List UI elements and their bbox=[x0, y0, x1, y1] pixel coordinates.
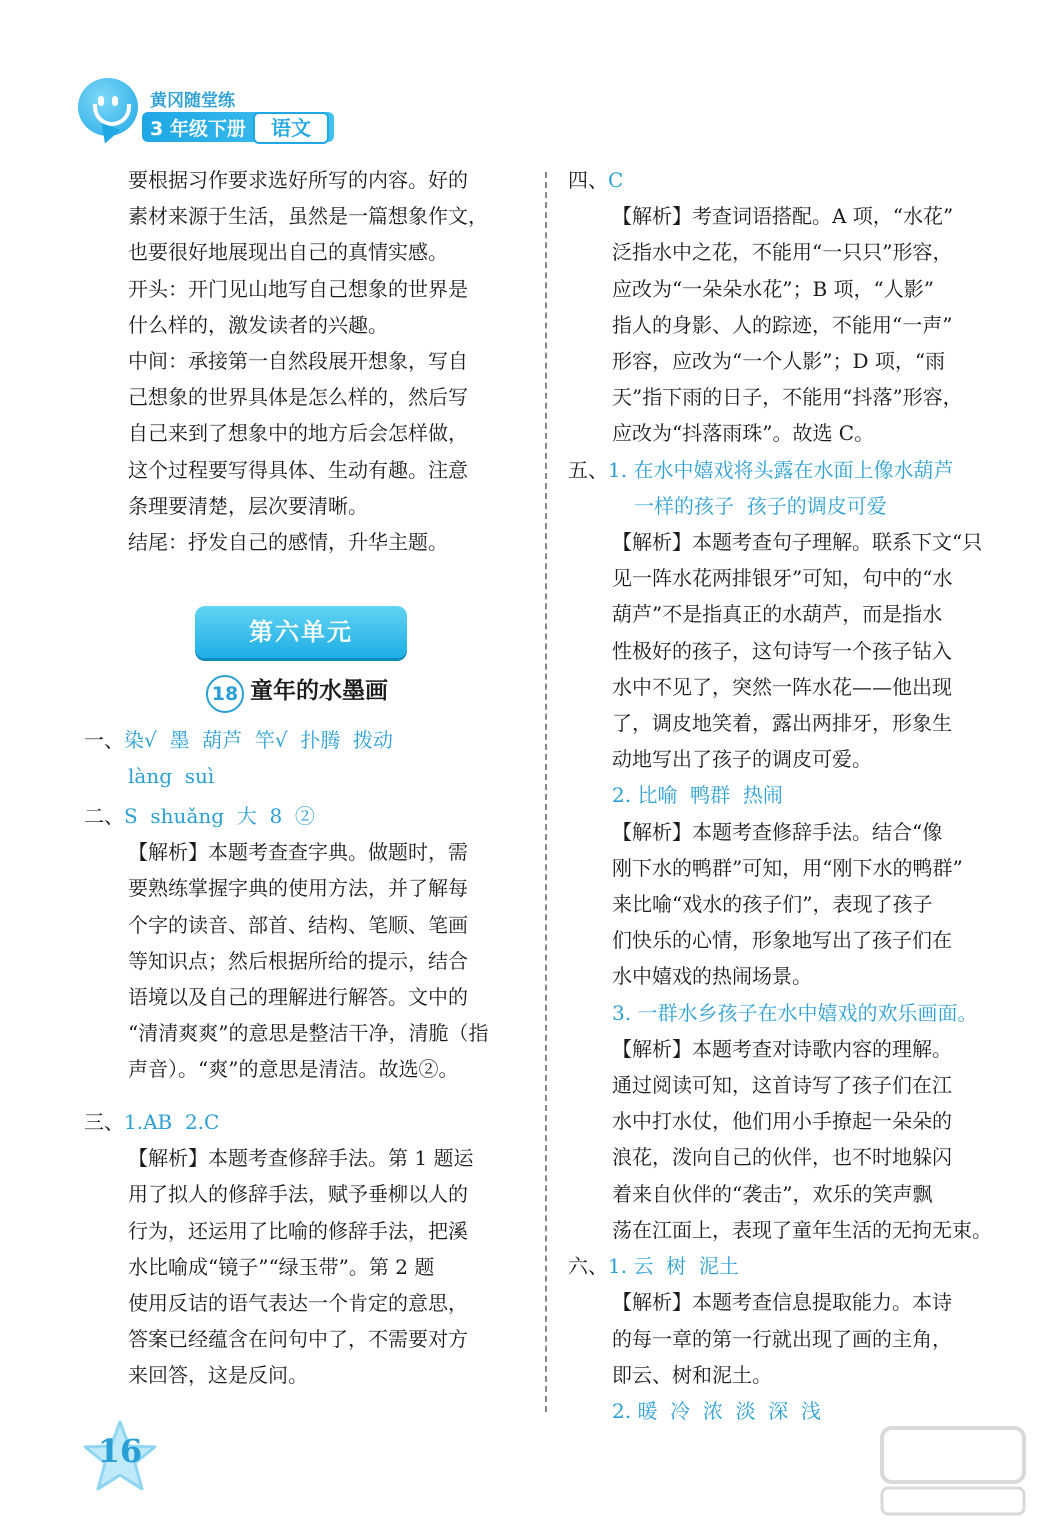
analysis-line: 【解析】本题考查查字典。做题时，需 bbox=[128, 840, 468, 865]
grade-label: 3 年级下册 bbox=[150, 118, 246, 140]
analysis-line: “清清爽爽”的意思是整洁干净，清脆（指 bbox=[128, 1021, 489, 1046]
question-3 bbox=[84, 1104, 534, 1394]
question-label: 三、 bbox=[84, 1110, 124, 1134]
answer-text: S shuǎng 大 8 ② bbox=[124, 804, 315, 828]
answer-text: 1. 云 树 泥土 bbox=[608, 1254, 739, 1279]
lesson-title: 童年的水墨画 bbox=[250, 678, 388, 704]
analysis-line: 性极好的孩子，这句诗写一个孩子钻入 bbox=[612, 638, 952, 663]
analysis-line: 了，调皮地笑着，露出两排牙，形象生 bbox=[612, 711, 952, 736]
answer-text: 1.AB 2.C bbox=[124, 1110, 220, 1134]
text-line: 素材来源于生活，虽然是一篇想象作文， bbox=[128, 204, 488, 229]
analysis-line: 要熟练掌握字典的使用方法，并了解每 bbox=[128, 876, 468, 901]
left-text-block bbox=[128, 162, 528, 560]
text-line: 条理要清楚，层次要清晰。 bbox=[128, 493, 368, 518]
question-2 bbox=[84, 798, 534, 1088]
text-line: 中间：承接第一自然段展开想象，写自 bbox=[128, 349, 468, 374]
analysis-line: 葫芦”不是指真正的水葫芦，而是指水 bbox=[612, 602, 943, 627]
analysis-line: 【解析】本题考查修辞手法。结合“像 bbox=[612, 819, 943, 844]
analysis-line: 指人的身影、人的踪迹，不能用“一声” bbox=[612, 312, 953, 337]
answer-text: 染√ 墨 葫芦 竿√ 扑腾 拨动 bbox=[124, 728, 394, 752]
question-1 bbox=[84, 722, 534, 794]
analysis-line: 来回答，这是反问。 bbox=[128, 1363, 308, 1388]
brand-name: 黄冈随堂练 bbox=[150, 91, 235, 111]
analysis-line: 天”指下雨的日子，不能用“抖落”形容， bbox=[612, 385, 963, 410]
analysis-line: 见一阵水花两排银牙”可知，句中的“水 bbox=[612, 566, 953, 591]
analysis-line: 声音）。“爽”的意思是清洁。故选②。 bbox=[128, 1057, 459, 1082]
question-label: 二、 bbox=[84, 804, 124, 828]
answer-text: 一样的孩子 孩子的调皮可爱 bbox=[634, 493, 887, 518]
analysis-line: 应改为“一朵朵水花”；B 项，“人影” bbox=[612, 276, 934, 301]
text-line: 这个过程要写得具体、生动有趣。注意 bbox=[128, 457, 468, 482]
text-line: 自己来到了想象中的地方后会怎样做， bbox=[128, 421, 468, 446]
page-number: 16 bbox=[97, 1432, 143, 1470]
question-label: 一、 bbox=[84, 728, 124, 752]
question-label: 五、 bbox=[568, 457, 608, 482]
text-line: 开头：开门见山地写自己想象的世界是 bbox=[128, 276, 468, 301]
analysis-line: 水比喻成“镜子”“绿玉带”。第 2 题 bbox=[128, 1254, 435, 1279]
analysis-line: 浪花，泼向自己的伙伴，也不时地躲闪 bbox=[612, 1145, 952, 1170]
analysis-line: 水中嬉戏的热闹场景。 bbox=[612, 964, 812, 989]
analysis-line: 答案已经蕴含在问句中了，不需要对方 bbox=[128, 1327, 468, 1352]
analysis-line: 语境以及自己的理解进行解答。文中的 bbox=[128, 985, 468, 1010]
question-label: 六、 bbox=[568, 1254, 608, 1279]
analysis-line: 动地写出了孩子的调皮可爱。 bbox=[612, 747, 872, 772]
analysis-line: 【解析】本题考查信息提取能力。本诗 bbox=[612, 1290, 952, 1315]
answer-text: C bbox=[608, 168, 624, 192]
text-line: 要根据习作要求选好所写的内容。好的 bbox=[128, 168, 468, 192]
analysis-line: 水中打水仗，他们用小手撩起一朵朵的 bbox=[612, 1109, 952, 1134]
text-line: 什么样的，激发读者的兴趣。 bbox=[128, 312, 388, 337]
analysis-line: 即云、树和泥土。 bbox=[612, 1362, 772, 1387]
analysis-line: 刚下水的鸭群”可知，用“刚下水的鸭群” bbox=[612, 855, 963, 880]
text-line: 也要很好地展现出自己的真情实感。 bbox=[128, 240, 448, 265]
analysis-line: 的每一章的第一行就出现了画的主角， bbox=[612, 1326, 952, 1351]
lesson-number-badge: 18 bbox=[206, 675, 244, 713]
analysis-line: 【解析】考查词语搭配。A 项，“水花” bbox=[612, 204, 954, 229]
analysis-line: 们快乐的心情，形象地写出了孩子们在 bbox=[612, 928, 952, 953]
analysis-line: 形容，应改为“一个人影”；D 项，“雨 bbox=[612, 349, 946, 374]
answer-text: 3. 一群水乡孩子在水中嬉戏的欢乐画面。 bbox=[612, 1000, 978, 1025]
analysis-line: 【解析】本题考查对诗歌内容的理解。 bbox=[612, 1036, 952, 1061]
analysis-line: 使用反诘的语气表达一个肯定的意思， bbox=[128, 1291, 468, 1316]
analysis-line: 应改为“抖落雨珠”。故选 C。 bbox=[612, 421, 875, 446]
analysis-line: 荡在江面上，表现了童年生活的无拘无束。 bbox=[612, 1217, 992, 1242]
column-divider bbox=[545, 172, 547, 1412]
analysis-line: 个字的读音、部首、结构、笔顺、笔画 bbox=[128, 912, 468, 937]
analysis-line: 着来自伙伴的“袭击”，欢乐的笑声飘 bbox=[612, 1181, 933, 1206]
analysis-line: 泛指水中之花，不能用“一只只”形容， bbox=[612, 240, 953, 265]
analysis-line: 通过阅读可知，这首诗写了孩子们在江 bbox=[612, 1073, 952, 1098]
analysis-line: 【解析】本题考查句子理解。联系下文“只 bbox=[612, 530, 983, 555]
analysis-line: 【解析】本题考查修辞手法。第 1 题运 bbox=[128, 1146, 474, 1171]
text-line: 结尾：抒发自己的感情，升华主题。 bbox=[128, 530, 448, 555]
watermark-icon bbox=[878, 1424, 1028, 1519]
analysis-line: 水中不见了，突然一阵水花——他出现 bbox=[612, 674, 952, 699]
right-text-block bbox=[568, 162, 1018, 1429]
subject-badge: 语文 bbox=[253, 112, 329, 144]
answer-pinyin: làng suì bbox=[128, 764, 215, 789]
unit-title-banner: 第六单元 bbox=[195, 606, 407, 658]
answer-text: 2. 比喻 鸭群 热闹 bbox=[612, 783, 783, 808]
analysis-line: 来比喻“戏水的孩子们”，表现了孩子 bbox=[612, 892, 933, 917]
logo-mouth bbox=[93, 104, 131, 126]
text-line: 己想象的世界具体是怎么样的，然后写 bbox=[128, 385, 468, 410]
answer-text: 1. 在水中嬉戏将头露在水面上像水葫芦 bbox=[608, 457, 954, 482]
question-label: 四、 bbox=[568, 168, 608, 192]
watermark-logo bbox=[878, 1424, 1028, 1519]
analysis-line: 用了拟人的修辞手法，赋予垂柳以人的 bbox=[128, 1182, 468, 1207]
analysis-line: 行为，还运用了比喻的修辞手法，把溪 bbox=[128, 1218, 468, 1243]
analysis-line: 等知识点；然后根据所给的提示，结合 bbox=[128, 948, 468, 973]
answer-text: 2. 暖 冷 浓 淡 深 浅 bbox=[612, 1398, 822, 1423]
